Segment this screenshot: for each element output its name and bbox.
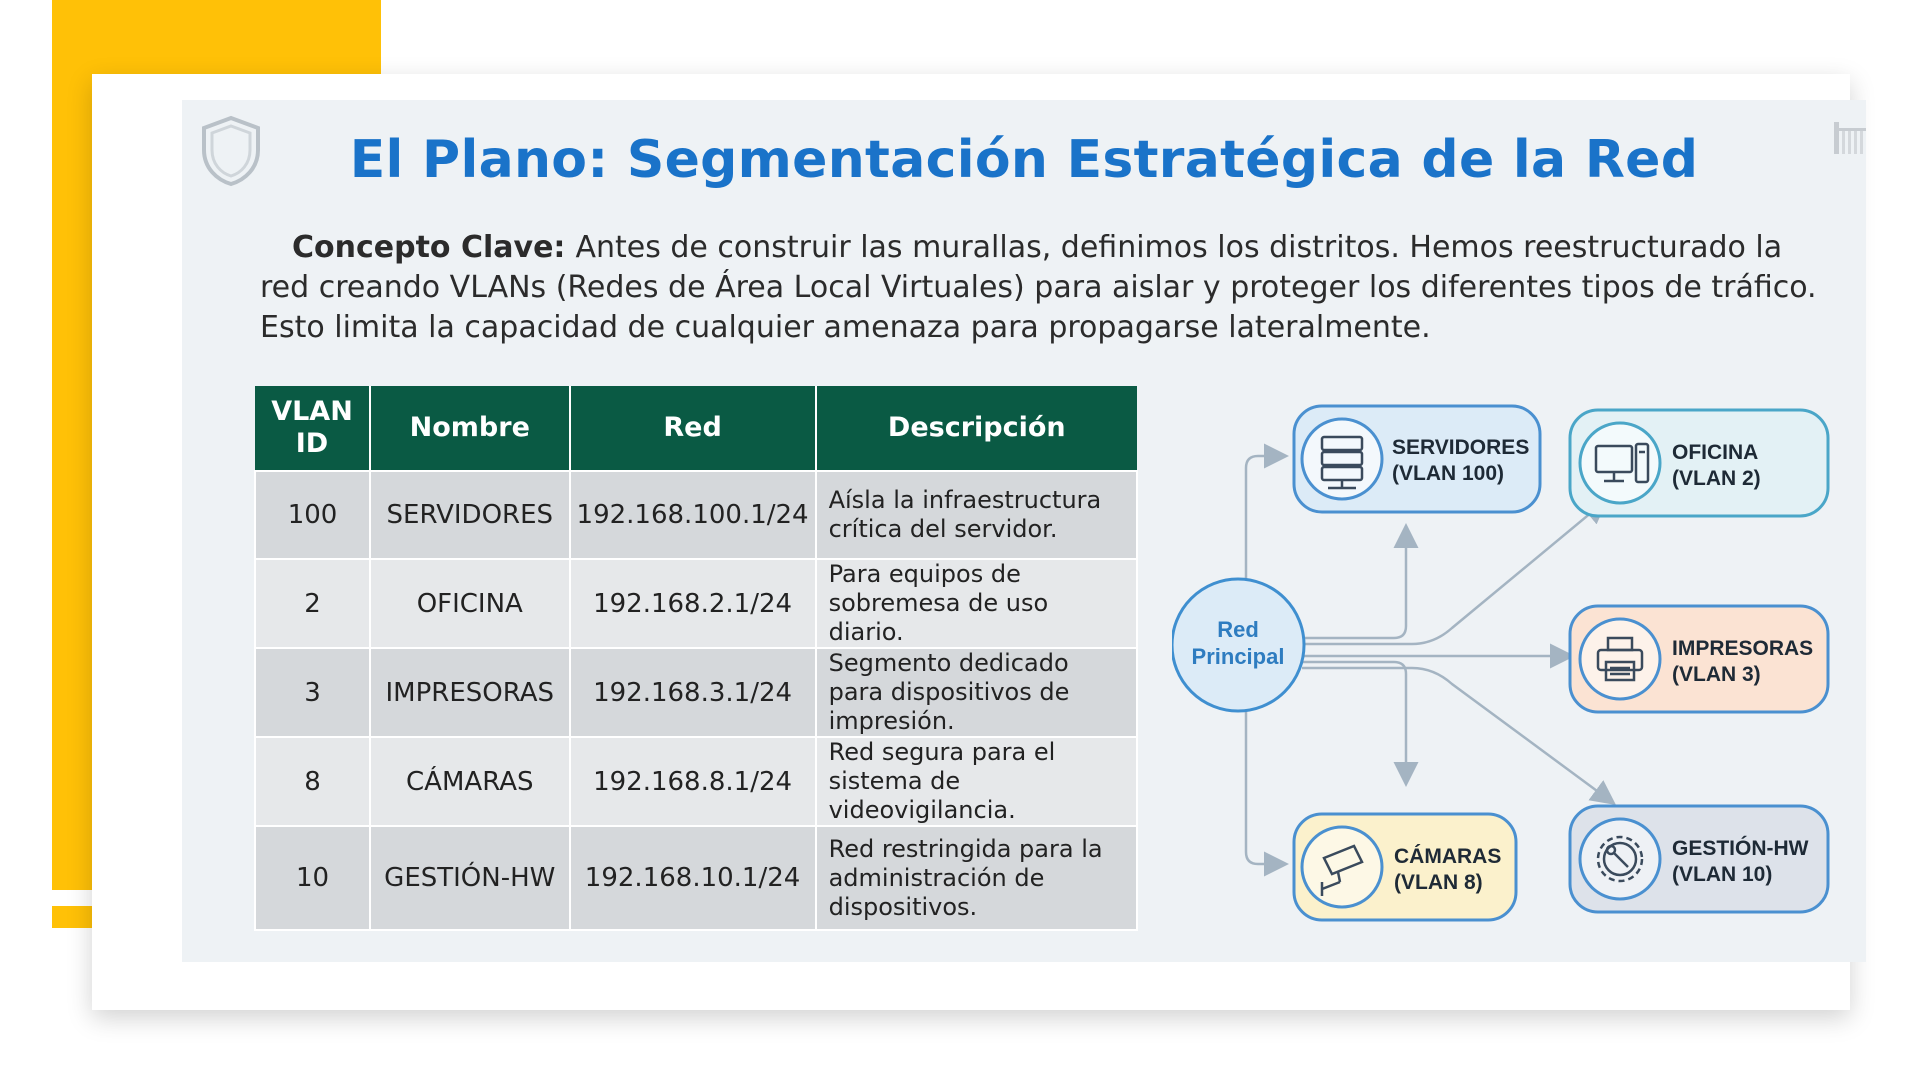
- cell-name: GESTIÓN-HW: [370, 826, 570, 930]
- cell-description: Aísla la infraestructura crítica del servidor.: [816, 471, 1137, 559]
- accent-bar-top: [52, 0, 381, 74]
- node-impresoras: [1570, 606, 1828, 712]
- table-row: [255, 648, 1137, 737]
- cell-vlan-id: 100: [255, 471, 370, 559]
- connector-servidores: [1246, 456, 1284, 580]
- cell-vlan-id: 10: [255, 826, 370, 930]
- vlan-table: [254, 386, 1138, 931]
- table-header-row: [255, 386, 1137, 471]
- table-row: [255, 826, 1137, 930]
- connector-gestion: [1302, 668, 1612, 802]
- node-gestion: [1570, 806, 1828, 912]
- node-gestion-vlan: (VLAN 10): [1672, 863, 1773, 886]
- cell-network: 192.168.2.1/24: [570, 559, 816, 648]
- cell-description: Red restringida para la administración de dispositivos.: [816, 826, 1137, 930]
- hub-node: [1172, 579, 1304, 711]
- connector-camaras: [1246, 710, 1284, 864]
- cell-name: SERVIDORES: [370, 471, 570, 559]
- node-camaras-name: CÁMARAS: [1394, 845, 1502, 868]
- hub-label-line1: Red: [1217, 617, 1259, 642]
- node-oficina-vlan: (VLAN 2): [1672, 467, 1761, 490]
- hub-label-line2: Principal: [1191, 644, 1285, 669]
- cell-description: Para equipos de sobremesa de uso diario.: [816, 559, 1137, 648]
- cell-name: OFICINA: [370, 559, 570, 648]
- header-network: Red: [570, 386, 816, 471]
- node-impresoras-name: IMPRESORAS: [1672, 637, 1814, 660]
- accent-bar-bottom: [52, 906, 92, 928]
- cell-network: 192.168.8.1/24: [570, 737, 816, 826]
- header-name: Nombre: [370, 386, 570, 471]
- connector-oficina: [1302, 502, 1604, 644]
- node-camaras: [1294, 814, 1516, 920]
- table-row: [255, 737, 1137, 826]
- cell-vlan-id: 3: [255, 648, 370, 737]
- slide-title: El Plano: Segmentación Estratégica de la Red: [349, 130, 1699, 190]
- network-diagram: [1172, 390, 1852, 950]
- cell-vlan-id: 8: [255, 737, 370, 826]
- node-servidores: [1294, 406, 1540, 512]
- connector-servidores-up: [1302, 528, 1406, 638]
- cell-network: 192.168.10.1/24: [570, 826, 816, 930]
- node-camaras-vlan: (VLAN 8): [1394, 871, 1483, 894]
- concept-text: Antes de construir las murallas, definimos los distritos. Hemos reestructurado la red creando VLANs (Redes de Área Local Virtuales) para aislar y proteger los diferentes tipos de tráfico. Esto limita la capacidad de cualquier amenaza para propagarse lateralmente.: [260, 230, 1817, 345]
- slide: [182, 100, 1866, 962]
- node-oficina: [1570, 410, 1828, 516]
- cell-description: Red segura para el sistema de videovigilancia.: [816, 737, 1137, 826]
- cell-description: Segmento dedicado para dispositivos de impresión.: [816, 648, 1137, 737]
- connector-camaras-down: [1302, 662, 1406, 782]
- node-servidores-vlan: (VLAN 100): [1392, 462, 1505, 485]
- table-row: [255, 471, 1137, 559]
- table-row: [255, 559, 1137, 648]
- concept-paragraph: [260, 228, 1820, 348]
- node-gestion-name: GESTIÓN-HW: [1672, 837, 1809, 860]
- header-description: Descripción: [816, 386, 1137, 471]
- cell-name: IMPRESORAS: [370, 648, 570, 737]
- cell-vlan-id: 2: [255, 559, 370, 648]
- cell-network: 192.168.3.1/24: [570, 648, 816, 737]
- node-oficina-name: OFICINA: [1672, 441, 1759, 464]
- accent-bar-left: [52, 0, 92, 890]
- header-vlan-id: VLAN ID: [255, 386, 370, 471]
- node-servidores-name: SERVIDORES: [1392, 436, 1530, 459]
- concept-label: Concepto Clave:: [292, 230, 566, 265]
- cell-network: 192.168.100.1/24: [570, 471, 816, 559]
- node-impresoras-vlan: (VLAN 3): [1672, 663, 1761, 686]
- cell-name: CÁMARAS: [370, 737, 570, 826]
